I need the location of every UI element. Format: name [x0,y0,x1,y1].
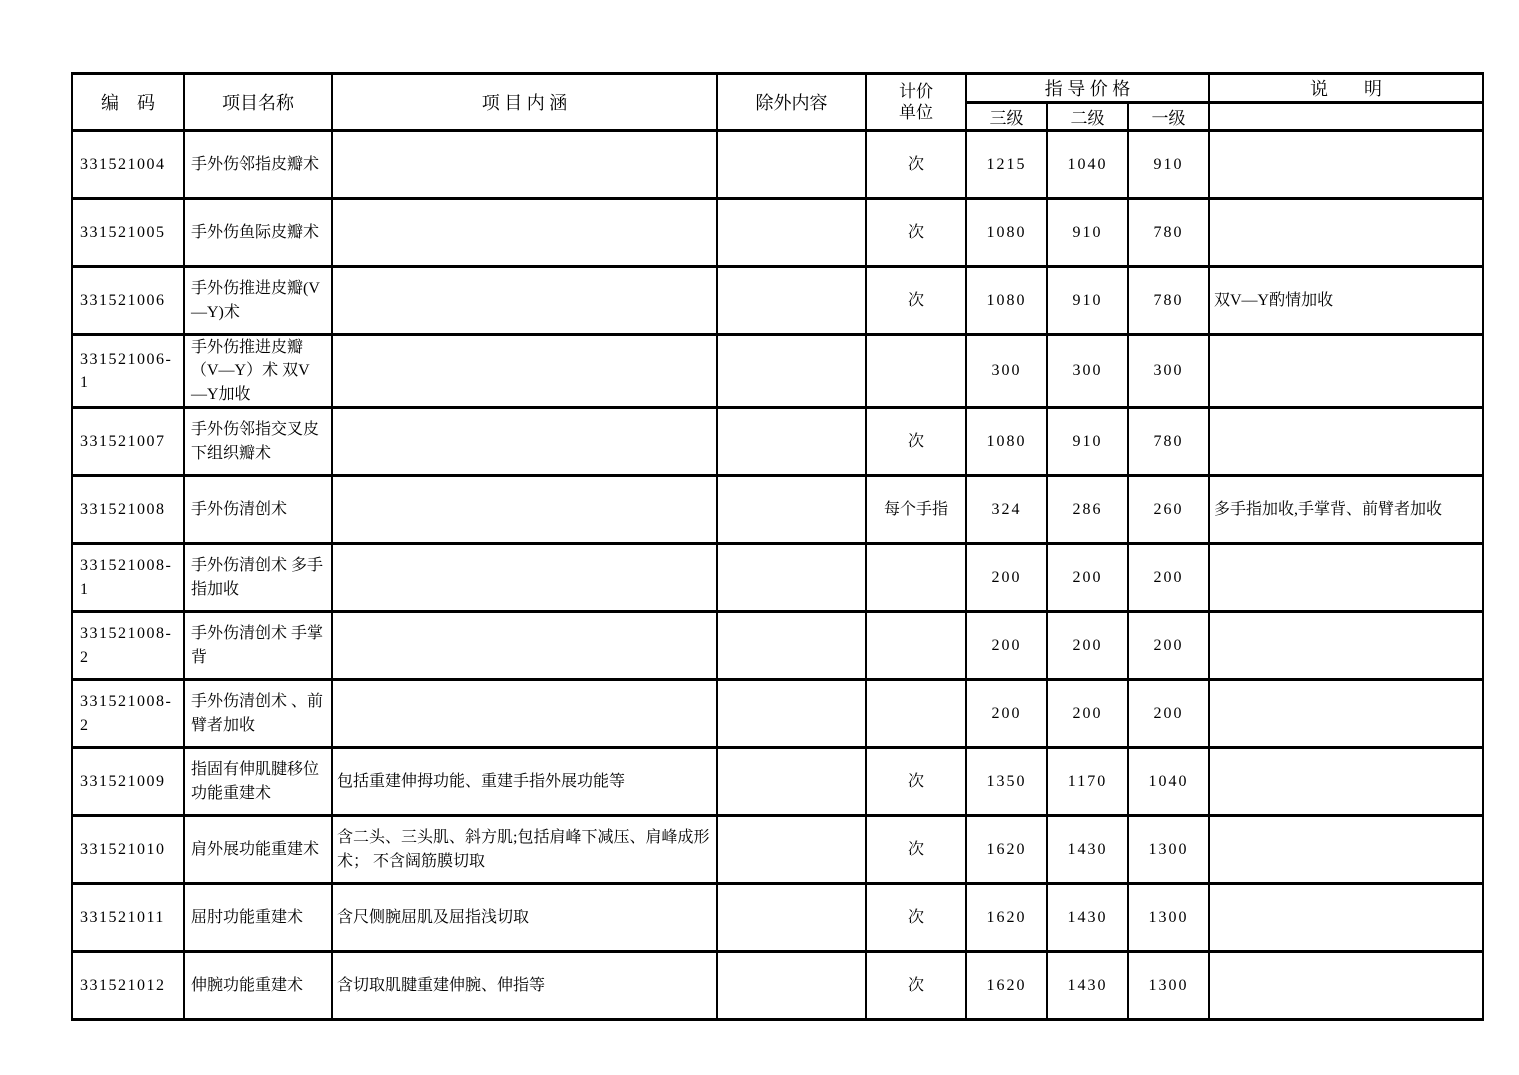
exclusion-cell [717,199,866,267]
name-cell: 手外伤清创术 、前臂者加收 [184,680,332,748]
content-cell: 包括重建伸拇功能、重建手指外展功能等 [332,748,717,816]
header-code: 编 码 [72,74,184,131]
content-cell [332,612,717,680]
exclusion-cell [717,816,866,884]
unit-cell: 次 [866,267,966,335]
name-cell: 指固有伸肌腱移位功能重建术 [184,748,332,816]
table-row [72,408,1483,476]
content-cell [332,408,717,476]
table-row [72,335,1483,408]
code-cell: 331521008-1 [72,544,184,612]
code-cell: 331521007 [72,408,184,476]
unit-cell [866,335,966,408]
exclusion-cell [717,544,866,612]
price-level3-cell: 1620 [966,884,1047,952]
exclusion-cell [717,680,866,748]
exclusion-cell [717,476,866,544]
exclusion-cell [717,131,866,199]
code-cell: 331521009 [72,748,184,816]
name-cell: 手外伤清创术 手掌背 [184,612,332,680]
table-row [72,199,1483,267]
exclusion-cell [717,884,866,952]
price-level2-cell: 1430 [1047,952,1128,1020]
table-body [72,131,1483,1020]
unit-cell: 次 [866,408,966,476]
header-name: 项目名称 [184,74,332,131]
exclusion-cell [717,748,866,816]
header-unit-line1: 计价 [899,81,933,101]
table-row [72,476,1483,544]
table-row [72,748,1483,816]
price-level1-cell: 300 [1128,335,1209,408]
price-level1-cell: 260 [1128,476,1209,544]
price-level1-cell: 200 [1128,680,1209,748]
header-row-top [72,74,1483,103]
note-cell [1209,884,1483,952]
price-level3-cell: 200 [966,680,1047,748]
content-cell: 含切取肌腱重建伸腕、伸指等 [332,952,717,1020]
price-level2-cell: 910 [1047,408,1128,476]
table-row [72,131,1483,199]
header-level2: 二级 [1047,103,1128,131]
note-cell [1209,748,1483,816]
note-cell: 多手指加收,手掌背、前臂者加收 [1209,476,1483,544]
name-cell: 手外伤推进皮瓣(V—Y)术 [184,267,332,335]
price-level3-cell: 1350 [966,748,1047,816]
content-cell [332,267,717,335]
price-level3-cell: 200 [966,612,1047,680]
price-level3-cell: 324 [966,476,1047,544]
code-cell: 331521005 [72,199,184,267]
medical-price-table [71,72,1484,1021]
unit-cell: 次 [866,816,966,884]
price-level3-cell: 300 [966,335,1047,408]
note-cell [1209,544,1483,612]
content-cell [332,199,717,267]
price-level1-cell: 1300 [1128,952,1209,1020]
content-cell: 含尺侧腕屈肌及屈指浅切取 [332,884,717,952]
name-cell: 屈肘功能重建术 [184,884,332,952]
code-cell: 331521010 [72,816,184,884]
name-cell: 手外伤清创术 [184,476,332,544]
name-cell: 手外伤推进皮瓣（V—Y）术 双V—Y加收 [184,335,332,408]
exclusion-cell [717,335,866,408]
price-level2-cell: 300 [1047,335,1128,408]
unit-cell [866,544,966,612]
price-level2-cell: 1170 [1047,748,1128,816]
price-level1-cell: 1300 [1128,816,1209,884]
note-cell [1209,952,1483,1020]
table-row [72,680,1483,748]
table-row [72,816,1483,884]
header-note-sub [1209,103,1483,131]
note-cell [1209,816,1483,884]
price-level2-cell: 1430 [1047,816,1128,884]
price-level2-cell: 1040 [1047,131,1128,199]
header-note: 说 明 [1209,74,1483,103]
code-cell: 331521008 [72,476,184,544]
header-level3: 三级 [966,103,1047,131]
unit-cell: 次 [866,748,966,816]
price-level3-cell: 1080 [966,408,1047,476]
price-level3-cell: 1080 [966,199,1047,267]
code-cell: 331521006-1 [72,335,184,408]
price-level1-cell: 780 [1128,267,1209,335]
price-level1-cell: 200 [1128,612,1209,680]
content-cell [332,335,717,408]
price-level2-cell: 200 [1047,544,1128,612]
code-cell: 331521004 [72,131,184,199]
unit-cell [866,680,966,748]
table-row [72,952,1483,1020]
table-row [72,612,1483,680]
exclusion-cell [717,612,866,680]
price-level3-cell: 1215 [966,131,1047,199]
header-exclusion: 除外内容 [717,74,866,131]
table-row [72,267,1483,335]
table-row [72,544,1483,612]
content-cell [332,680,717,748]
price-level2-cell: 910 [1047,267,1128,335]
price-level1-cell: 1300 [1128,884,1209,952]
note-cell [1209,612,1483,680]
header-price-group: 指 导 价 格 [966,74,1209,103]
table-row [72,884,1483,952]
price-level2-cell: 286 [1047,476,1128,544]
unit-cell: 次 [866,131,966,199]
unit-cell: 次 [866,199,966,267]
note-cell [1209,199,1483,267]
content-cell [332,476,717,544]
price-level3-cell: 1620 [966,952,1047,1020]
exclusion-cell [717,267,866,335]
price-level3-cell: 200 [966,544,1047,612]
unit-cell [866,612,966,680]
price-level1-cell: 1040 [1128,748,1209,816]
name-cell: 手外伤邻指交叉皮下组织瓣术 [184,408,332,476]
content-cell: 含二头、三头肌、斜方肌;包括肩峰下减压、肩峰成形术； 不含阔筋膜切取 [332,816,717,884]
note-cell: 双V—Y酌情加收 [1209,267,1483,335]
header-unit-line2: 单位 [899,103,933,122]
note-cell [1209,680,1483,748]
content-cell [332,131,717,199]
exclusion-cell [717,952,866,1020]
note-cell [1209,335,1483,408]
price-level3-cell: 1080 [966,267,1047,335]
name-cell: 手外伤邻指皮瓣术 [184,131,332,199]
exclusion-cell [717,408,866,476]
header-level1: 一级 [1128,103,1209,131]
code-cell: 331521012 [72,952,184,1020]
name-cell: 肩外展功能重建术 [184,816,332,884]
unit-cell: 每个手指 [866,476,966,544]
code-cell: 331521011 [72,884,184,952]
name-cell: 手外伤清创术 多手指加收 [184,544,332,612]
note-cell [1209,408,1483,476]
note-cell [1209,131,1483,199]
price-level1-cell: 780 [1128,199,1209,267]
code-cell: 331521008-2 [72,612,184,680]
price-level2-cell: 910 [1047,199,1128,267]
code-cell: 331521008-2 [72,680,184,748]
header-content: 项 目 内 涵 [332,74,717,131]
header-unit [866,74,966,131]
price-level1-cell: 200 [1128,544,1209,612]
name-cell: 伸腕功能重建术 [184,952,332,1020]
price-level2-cell: 200 [1047,680,1128,748]
content-cell [332,544,717,612]
price-level2-cell: 1430 [1047,884,1128,952]
price-level3-cell: 1620 [966,816,1047,884]
unit-cell: 次 [866,952,966,1020]
code-cell: 331521006 [72,267,184,335]
name-cell: 手外伤鱼际皮瓣术 [184,199,332,267]
table-header [72,74,1483,131]
unit-cell: 次 [866,884,966,952]
price-level2-cell: 200 [1047,612,1128,680]
price-level1-cell: 780 [1128,408,1209,476]
price-level1-cell: 910 [1128,131,1209,199]
